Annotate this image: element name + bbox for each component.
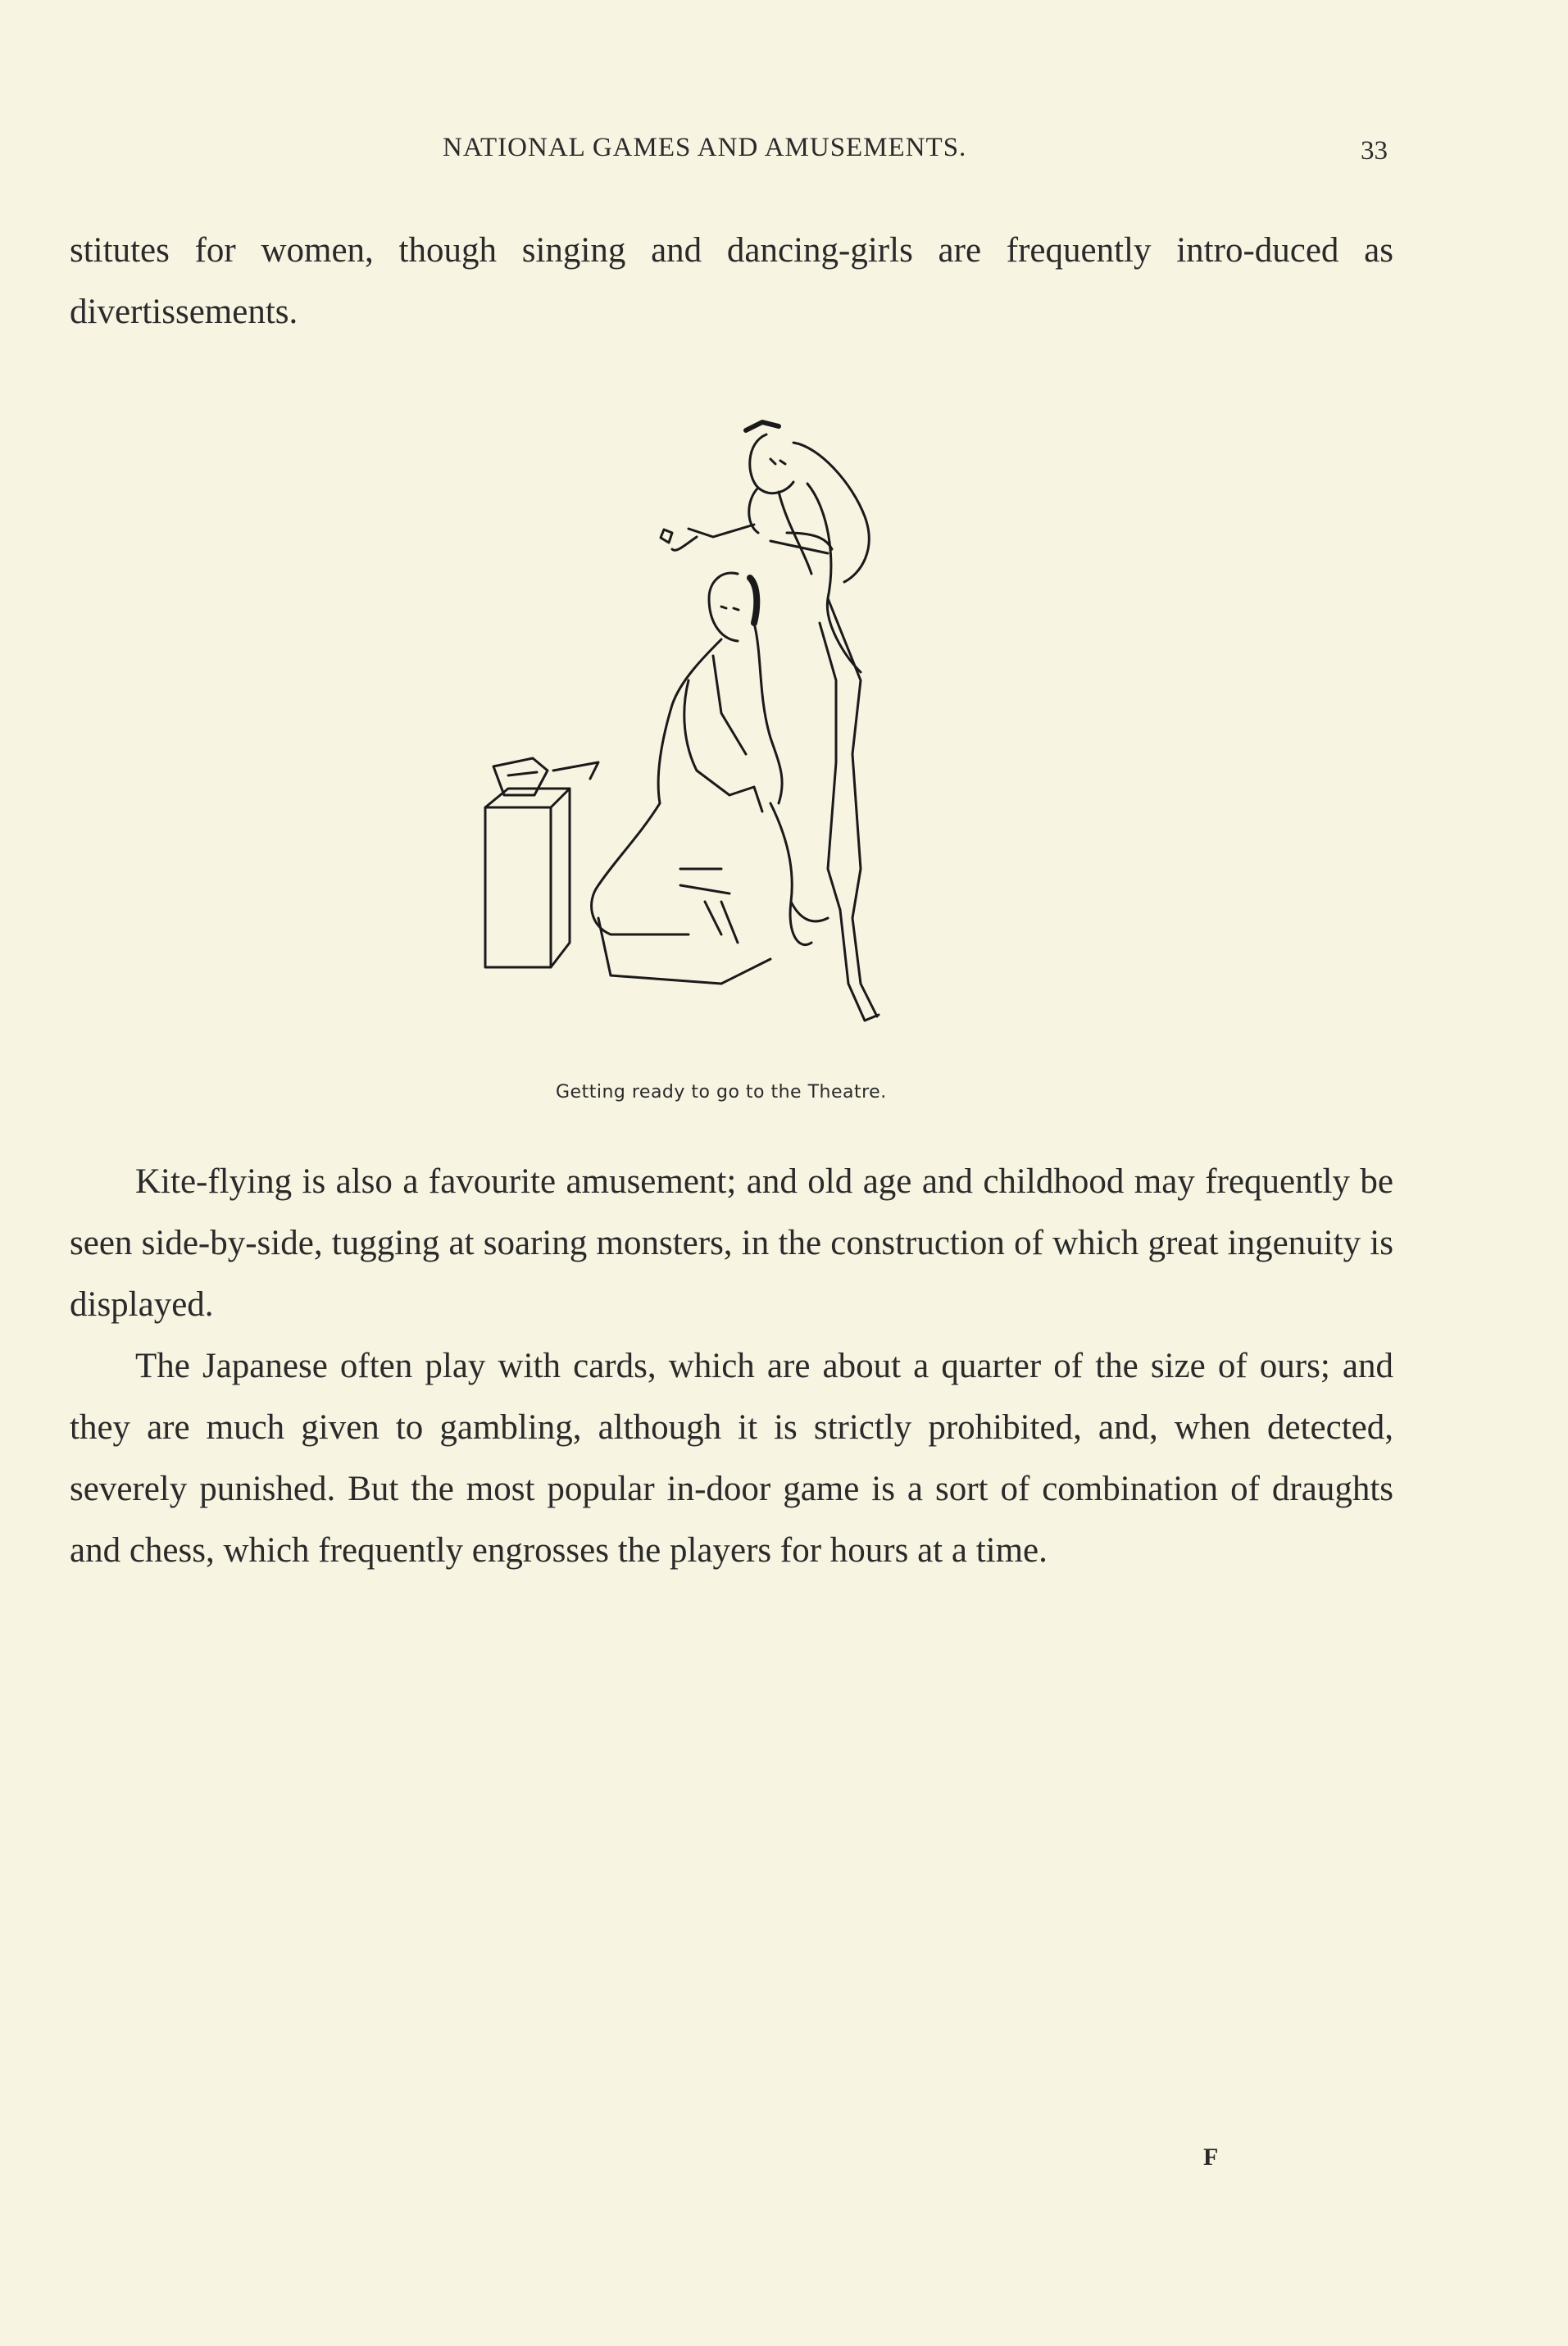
running-head: NATIONAL GAMES AND AMUSEMENTS. bbox=[443, 133, 967, 162]
paragraph-cards: The Japanese often play with cards, which are about a quarter of the size of ours; and they are much given to gambling, although it is strictly prohibited, and, when detected, severely punished. But the most popular in-door game is a sort of combination of draughts and chess, which frequently engrosses the players for hours at a time. bbox=[70, 1347, 1393, 1570]
signature-mark: F bbox=[1203, 2144, 1219, 2171]
figure-caption: Getting ready to go to the Theatre. bbox=[556, 1082, 887, 1103]
illustration-hairdresser bbox=[475, 410, 984, 1041]
page-number: 33 bbox=[1361, 136, 1388, 166]
paragraph-kite-flying: Kite-flying is also a favourite amusement; and old age and childhood may frequently be seen side-by-side, tugging at soaring monsters, in the construction of which great ingenuity is displayed. bbox=[70, 1162, 1393, 1324]
paragraph-continuation: stitutes for women, though singing and dancing-girls are frequently intro-duced as divertissements. bbox=[70, 231, 1393, 331]
